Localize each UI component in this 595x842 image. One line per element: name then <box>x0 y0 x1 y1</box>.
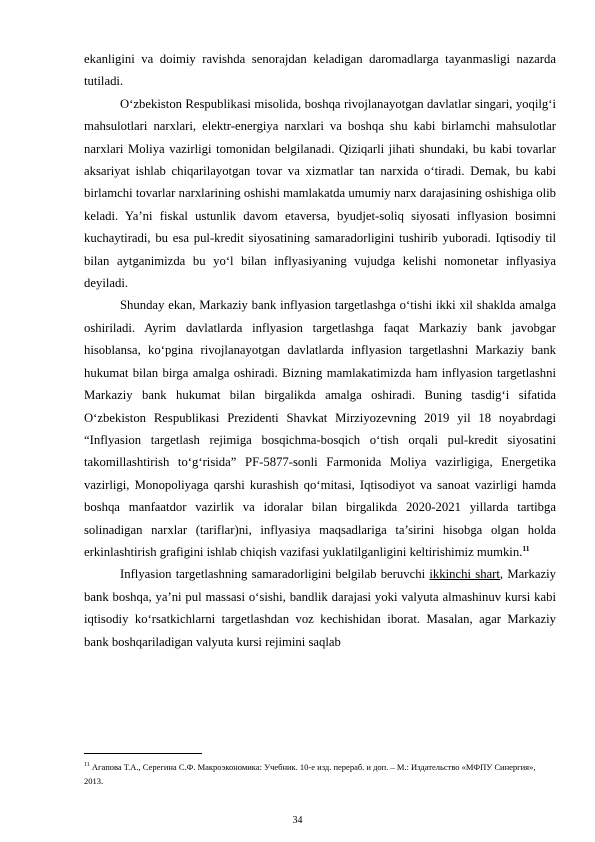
footnote-number: 11 <box>84 762 90 768</box>
footnote-reference: 11 <box>522 543 530 553</box>
paragraph-3 <box>84 294 556 563</box>
paragraph-1: ekanligini va doimiy ravishda senorajdan keladigan daromadlarga tayanmasligi nazarda tutiladi. <box>84 52 556 89</box>
page-body <box>84 48 556 653</box>
paragraph-4 <box>84 563 556 653</box>
paragraph-2: O‘zbekiston Respublikasi misolida, boshqa rivojlanayotgan davlatlar singari, yoqilg‘i mahsulotlari narxlari, elektr-energiya narxlari va boshqa shu kabi birlamchi mahsulotlar narxlari Moliya vazirligi tomonidan belgilanadi. Qiziqarli jihati shundaki, bu kabi tovarlar aksariyat ishlab chiqarilayotgan tovar va xizmatlar tan narxida o‘tiradi. Demak, bu kabi birlamchi tovarlar narxlarining oshishi mamlakatda umumiy narx darajasining oshishiga olib keladi. Ya’ni fiskal ustunlik davom etaversa, byudjet-soliq siyosati inflyasion bosimni kuchaytiradi, bu esa pul-kredit siyosatining samaradorligini tushirib yuboradi. Iqtisodiy til bilan aytganimizda bu yo‘l bilan inflyasiyaning vujudga kelishi nomonetar inflyasiya deyiladi. <box>84 96 556 291</box>
paragraph-4-text-before: Inflyasion targetlashning samaradorligini belgilab beruvchi <box>120 567 430 582</box>
footnote-divider <box>84 753 202 754</box>
page-number: 34 <box>292 815 303 826</box>
underlined-term: ikkinchi shart <box>429 567 500 582</box>
paragraph-4-text-after: , Markaziy bank boshqa, ya’ni pul massasi o‘sishi, bandlik darajasi yoki valyuta almashinuv kursi kabi iqtisodiy ko‘rsatkichlarni targetlashdan voz kechishidan iborat. Masalan, agar Markaziy bank boshqariladigan valyuta kursi rejimini saqlab <box>84 567 556 649</box>
footnote <box>84 758 556 788</box>
paragraph-3-text: Shunday ekan, Markaziy bank inflyasion targetlashga o‘tishi ikki xil shaklda amalga oshiriladi. Ayrim davlatlarda inflyasion targetlashga faqat Markaziy bank javobgar hisoblansa, ko‘pgina rivojlanayotgan davlatlarda inflyasion targetlashni Markaziy bank hukumat bilan birga amalga oshiradi. Bizning mamlakatimizda ham inflyasion targetlashni Markaziy bank hukumat bilan birgalikda amalga oshiradi. Buning tasdig‘i sifatida O‘zbekiston Respublikasi Prezidenti Shavkat Mirziyozevning 2019 yil 18 noyabrdagi “Inflyasion targetlash rejimiga bosqichma-bosqich o‘tish orqali pul-kredit siyosatini takomillashtirish to‘g‘risida” PF-5877-sonli Farmonida Moliya vazirligiga, Energetika vazirligi, Monopoliyaga qarshi kurashish qo‘mitasi, Iqtisodiyot va sanoat vazirligi hamda boshqa manfaatdor vazirlik va idoralar bilan birgalikda 2020-2021 yillarda tartibga solinadigan narxlar (tariflar)ni, inflyasiya maqsadlariga ta’sirini hisobga olgan holda erkinlashtirish grafigini ishlab chiqish vazifasi yuklatilganligini keltirishimiz mumkin. <box>84 298 556 559</box>
footnote-text: Агапова Т.А., Серегина С.Ф. Макроэкономика: Учебник. 10-е изд. перераб. и доп. – М.: Издательство «МФПУ Синергия», 2013. <box>84 761 536 786</box>
